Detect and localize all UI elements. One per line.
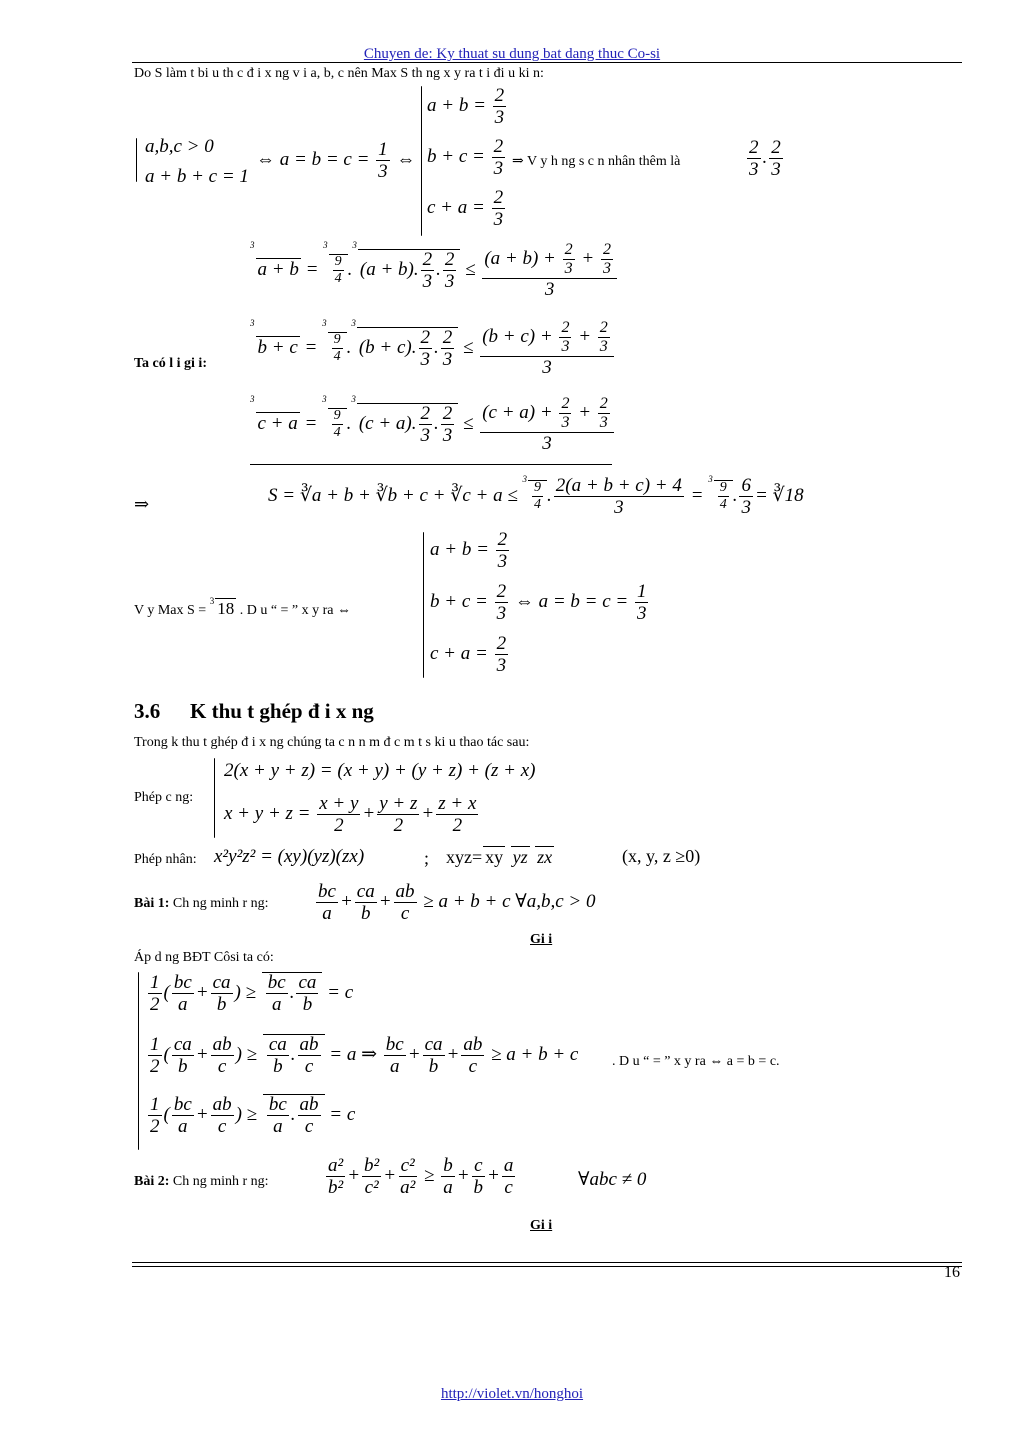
ineq-row-1: $^3$a + b = $^3$ $\frac{9}{4}$ .$^3$(a + b). $\frac{2}{3}$ . $\frac{2}{3}$ ≤ (a + b) + $\frac{2}{3}$ + $\frac{2}{3}$ 3	[250, 242, 619, 299]
cond2-l2: b + c = $\frac{2}{3}$	[427, 136, 504, 179]
bai1-dau: . D u “ = ” x y ra ⇔ a = b = c.	[612, 1054, 780, 1069]
concl-l2: b + c = $\frac{2}{3}$ ⇔ a = b = c = $\frac{1}{3}$	[430, 581, 647, 624]
bai2-inequality: $\frac{\text{a²}}{\text{b²}}$ + $\frac{\text{b²}}{\text{c²}}$ + $\frac{\text{c²}}{\text{a²}}$ ≥ $\frac{b}{a}$ + $\frac{c}{b}$ + $\frac{a}{c}$	[328, 1155, 514, 1198]
bai1-heading: Bài 1: Ch ng minh r ng:	[134, 896, 269, 911]
intro-line: Do S làm t bi u th c đ i x ng v i a, b, c nên Max S th ng x y ra t i đi u ki n:	[134, 66, 544, 81]
cond-brace	[136, 138, 137, 182]
phep-cong-eq1: 2(x + y + z) = (x + y) + (y + z) + (z + x)	[224, 760, 536, 781]
vay-max-s: V y Max S = $^3$ 18 . D u “ = ” x y ra ⇔	[134, 596, 352, 618]
page-number: 16	[944, 1264, 960, 1281]
s-inequality: S = ∛a + b + ∛b + c + ∛c + a ≤ $^3$ $\frac{9}{4}$ . $\frac{2(a + b + c) + 4}{3}$ = $^3$ $\frac{9}{4}$ . $\frac{6}{3}$ = ∛18	[268, 474, 804, 518]
phep-cong-brace	[214, 758, 215, 838]
phep-cong-eq2: x + y + z = $\frac{x + y}{2}$ + $\frac{y + z}{2}$ + $\frac{z + x}{2}$	[224, 793, 477, 836]
section-number: 3.6	[134, 699, 161, 723]
phep-cong-label: Phép c ng:	[134, 790, 194, 805]
bai2-condition: ∀abc ≠ 0	[578, 1169, 647, 1190]
multiplier-value: $\frac{2}{3}$ . $\frac{2}{3}$	[749, 137, 781, 180]
section-title: K thu t ghép đ i x ng	[190, 699, 374, 723]
document-header[interactable]: Chuyen de: Ky thuat su dung bat dang thuc Co-si	[363, 46, 661, 62]
bai1-sys-r3: $\frac{1}{2}$ ( $\frac{bc}{a}$ + $\frac{ab}{c}$ ) ≥ $\frac{bc}{a}$ . $\frac{ab}{c}$ = c	[150, 1094, 356, 1137]
bai2-heading: Bài 2: Ch ng minh r ng:	[134, 1174, 269, 1189]
implies-arrow: ⇒	[134, 494, 150, 514]
header-rule	[132, 62, 962, 63]
phep-nhan-eq2: xyz= xy yz zx	[446, 847, 553, 867]
ta-co-label: Ta có l i gi i:	[134, 356, 207, 371]
cond-line2: a + b + c = 1	[145, 166, 249, 187]
bai1-giai: Gi i	[530, 932, 553, 947]
ineq-row-2: $^3$b + c = $^3$ $\frac{9}{4}$ .$^3$(b + c). $\frac{2}{3}$ . $\frac{2}{3}$ ≤ (b + c) + $\frac{2}{3}$ + $\frac{2}{3}$ 3	[250, 320, 616, 377]
cond2-brace	[421, 86, 422, 236]
phep-nhan-cond: (x, y, z ≥0)	[622, 846, 701, 866]
ineq-row-3: $^3$c + a = $^3$ $\frac{9}{4}$ .$^3$(c + a). $\frac{2}{3}$ . $\frac{2}{3}$ ≤ (c + a) + $\frac{2}{3}$ + $\frac{2}{3}$ 3	[250, 396, 616, 453]
phep-nhan-label: Phép nhân:	[134, 852, 197, 867]
cond-result: ⇔ a = b = c = $\frac{1}{3}$ ⇔	[256, 139, 416, 182]
section-intro: Trong k thu t ghép đ i x ng chúng ta c n n m đ c m t s ki u thao tác sau:	[134, 735, 530, 750]
need-multiplier: ⇒ V y h ng s c n nhân thêm là	[512, 154, 681, 169]
ap-dung-label: Áp d ng BĐT Côsi ta có:	[134, 950, 274, 965]
cond-line1: a,b,c > 0	[145, 136, 214, 157]
bai2-giai: Gi i	[530, 1218, 553, 1233]
footer-rule	[132, 1262, 962, 1267]
bai1-sys-r1: $\frac{1}{2}$ ( $\frac{bc}{a}$ + $\frac{ca}{b}$ ) ≥ $\frac{bc}{a}$ . $\frac{ca}{b}$ = c	[150, 972, 354, 1015]
cond2-l3: c + a = $\frac{2}{3}$	[427, 187, 504, 230]
bai1-sys-r2: $\frac{1}{2}$ ( $\frac{ca}{b}$ + $\frac{ab}{c}$ ) ≥ $\frac{ca}{b}$ . $\frac{ab}{c}$ = a ⇒ $\frac{bc}{a}$ + $\frac{ca}{b}$ + $\frac{ab}{c}$ ≥ a + b + c	[150, 1034, 579, 1077]
footer-link[interactable]: http://violet.vn/honghoi	[440, 1386, 584, 1402]
concl-brace	[423, 532, 424, 678]
bai1-inequality: $\frac{bc}{a}$ + $\frac{ca}{b}$ + $\frac{ab}{c}$ ≥ a + b + c ∀a,b,c > 0	[318, 881, 596, 924]
concl-l1: a + b = $\frac{2}{3}$	[430, 529, 508, 572]
bai1-brace	[138, 972, 139, 1150]
cond2-l1: a + b = $\frac{2}{3}$	[427, 85, 505, 128]
phep-nhan-sep: ;	[424, 848, 430, 868]
sum-rule	[250, 464, 612, 465]
concl-l3: c + a = $\frac{2}{3}$	[430, 633, 507, 676]
phep-nhan-eq: x²y²z² = (xy)(yz)(zx)	[214, 846, 365, 867]
